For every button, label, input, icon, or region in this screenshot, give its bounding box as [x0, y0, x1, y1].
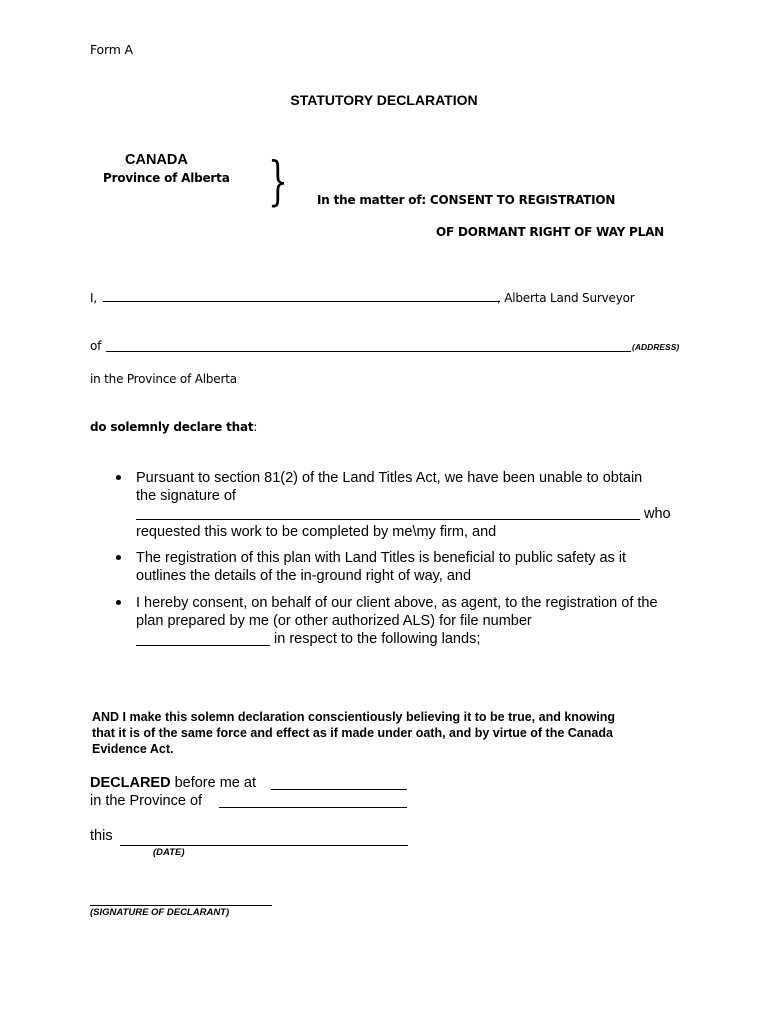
- declared-bold: DECLARED: [90, 775, 171, 791]
- date-caption: (DATE): [153, 847, 185, 858]
- i-label: I,: [90, 291, 97, 305]
- bullet-3-line-3: in respect to the following lands;: [274, 631, 481, 647]
- bullet-3-line-1: I hereby consent, on behalf of our client above, as agent, to the registration of the: [136, 595, 658, 611]
- page-title: [0, 92, 770, 108]
- file-number-field[interactable]: [136, 645, 270, 646]
- bullet-1-who: who: [644, 506, 671, 522]
- declarant-name-field[interactable]: [103, 301, 500, 302]
- signature-field[interactable]: [90, 905, 272, 906]
- bullet-dot: [116, 475, 121, 480]
- closing-line-1: AND I make this solemn declaration conscientiously believing it to be true, and knowing: [92, 710, 616, 724]
- declared-province-field[interactable]: [219, 807, 407, 808]
- matter-line-2: OF DORMANT RIGHT OF WAY PLAN: [436, 225, 665, 239]
- closing-line-2: that it is of the same force and effect as if made under oath, and by virtue of the Canada: [92, 726, 613, 740]
- bullet-2-line-1: The registration of this plan with Land Titles is beneficial to public safety as it: [136, 550, 627, 566]
- before-me-text: before me at: [170, 775, 256, 791]
- bullet-dot: [116, 555, 121, 560]
- bullet-1-line-4: requested this work to be completed by me\my firm, and: [136, 524, 497, 540]
- declared-location-field[interactable]: [271, 789, 407, 790]
- bullet-dot: [116, 600, 121, 605]
- province-heading: Province of Alberta: [103, 171, 230, 185]
- this-label: this: [90, 828, 113, 844]
- title-text: STATUTORY DECLARATION: [290, 92, 478, 108]
- bullet-1-line-1: Pursuant to section 81(2) of the Land Titles Act, we have been unable to obtain: [136, 470, 643, 486]
- closing-line-3: Evidence Act.: [92, 742, 174, 756]
- form-label: Form A: [90, 42, 133, 57]
- declare-colon: :: [253, 420, 258, 434]
- client-signature-field[interactable]: [136, 519, 640, 520]
- declare-line: [90, 420, 257, 434]
- bullet-2-line-2: outlines the details of the in-ground right of way, and: [136, 568, 472, 584]
- declared-line: [90, 775, 256, 791]
- province-line: in the Province of Alberta: [90, 372, 237, 386]
- brace-glyph: }: [268, 152, 288, 212]
- declare-prefix: do solemnly declare that: [90, 420, 254, 434]
- matter-line-1: In the matter of: CONSENT TO REGISTRATION: [317, 193, 616, 207]
- country-heading: CANADA: [125, 152, 188, 168]
- signature-caption: (SIGNATURE OF DECLARANT): [90, 907, 230, 918]
- of-label: of: [90, 339, 102, 353]
- date-field[interactable]: [120, 845, 408, 846]
- address-field[interactable]: [106, 351, 631, 352]
- bullet-3-line-2: plan prepared by me (or other authorized ALS) for file number: [136, 613, 532, 629]
- address-caption: (ADDRESS): [632, 342, 680, 352]
- province-of-label: in the Province of: [90, 793, 203, 809]
- bullet-1-line-2: the signature of: [136, 488, 236, 504]
- surveyor-suffix: , Alberta Land Surveyor: [497, 291, 635, 305]
